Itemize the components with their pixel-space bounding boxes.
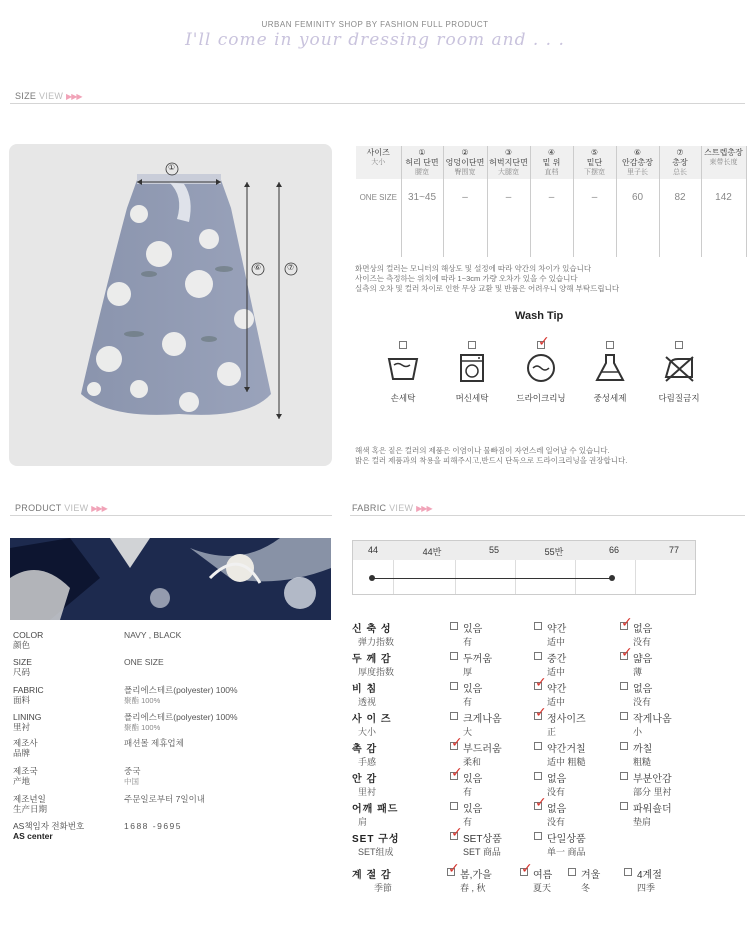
size-header-cell: ② 엉덩이단면 臀围宽 <box>443 146 487 179</box>
fabric-option <box>620 740 702 770</box>
option-label-cn: 适中 <box>547 667 566 677</box>
fabric-property-row <box>352 644 742 680</box>
size-value-cell: 82 <box>659 179 701 257</box>
property-label: 촉 감 <box>352 744 378 755</box>
option-label: 크게나옴 <box>463 714 502 725</box>
shop-tagline: URBAN FEMINITY SHOP BY FASHION FULL PRODUCT <box>261 20 489 29</box>
size-value-cell: 31~45 <box>401 179 443 257</box>
divider <box>10 103 745 104</box>
check-mark-icon: ✓ <box>451 824 463 840</box>
skirt-illustration <box>9 144 332 466</box>
option-label-cn: 正 <box>547 727 557 737</box>
size-header-cell: ④ 밑 위 直档 <box>530 146 573 179</box>
info-value: 1688 -9695 <box>124 821 183 831</box>
size-value-cell: – <box>573 179 616 257</box>
info-value: 중국 <box>124 766 141 776</box>
option-checkbox <box>620 742 628 750</box>
size-header-cell: ③ 허벅지단면 大腿宽 <box>487 146 530 179</box>
marker-total-length: ⑦ <box>287 263 295 272</box>
fabric-option <box>450 824 532 860</box>
option-label: 있음 <box>463 774 483 785</box>
option-label-cn: 垫肩 <box>633 817 652 827</box>
fabric-property-row <box>352 704 742 740</box>
property-label: 계 절 감 <box>352 870 392 881</box>
info-value: 패션몰 제휴업체 <box>124 738 184 748</box>
option-label: 있음 <box>463 684 483 695</box>
divider <box>10 515 332 516</box>
info-key: SIZE <box>13 657 32 667</box>
check-mark-icon: ✓ <box>451 764 463 780</box>
product-view-title: PRODUCT VIEW ▶▶▶ <box>15 503 107 513</box>
scale-tick-label: 44반 <box>422 547 442 557</box>
option-label-cn: 没有 <box>547 787 566 797</box>
check-mark-icon: ✓ <box>521 860 533 876</box>
option-checkbox <box>450 652 458 660</box>
option-checkbox <box>620 682 628 690</box>
wash-label: 중성세제 <box>593 393 627 403</box>
scale-tick-label: 77 <box>668 545 679 555</box>
wash-tip-item <box>506 333 576 408</box>
property-label: 어깨 패드 <box>352 804 399 815</box>
fabric-property-row <box>352 824 742 860</box>
option-label-cn: 部分 里衬 <box>633 787 672 797</box>
fabric-property-row <box>352 764 742 800</box>
size-value-cell: 60 <box>616 179 659 257</box>
check-mark-icon: ✓ <box>451 734 463 750</box>
size-header-cell: ⑦ 총장 总长 <box>659 146 701 179</box>
scale-tick-label: 66 <box>608 545 619 555</box>
info-key: FABRIC <box>13 685 44 695</box>
range-end-dot <box>609 575 615 581</box>
option-label-cn: 没有 <box>547 817 566 827</box>
info-key-cn: 产地 <box>13 776 31 786</box>
option-label: 약간 <box>547 684 567 695</box>
wash-checkbox <box>399 341 407 349</box>
note-line: 밝은 컬러 제품과의 착용을 피해주시고,반드시 단독으로 드라이크리닝을 권장합니다. <box>355 456 628 465</box>
size-header-cell: ① 허리 단면 腰宽 <box>401 146 443 179</box>
option-label-cn: 有 <box>463 637 473 647</box>
fabric-option <box>447 860 529 896</box>
option-checkbox <box>450 712 458 720</box>
wash-tip-item <box>368 338 438 408</box>
property-label: 신 축 성 <box>352 624 392 635</box>
wash-checkbox <box>675 341 683 349</box>
wash-label: 드라이크리닝 <box>516 393 566 403</box>
info-key: 제조년일 <box>13 794 46 804</box>
info-value: 폴리에스테르(polyester) 100% <box>124 712 238 722</box>
check-mark-icon: ✓ <box>621 644 633 660</box>
property-label-cn: 大小 <box>358 727 377 737</box>
option-checkbox <box>534 742 542 750</box>
option-label: 있음 <box>463 804 483 815</box>
option-label-cn: 春 , 秋 <box>460 883 486 893</box>
option-label: 부드러움 <box>463 744 502 755</box>
range-start-dot <box>369 575 375 581</box>
option-checkbox <box>450 622 458 630</box>
neutral-detergent-icon <box>593 353 627 388</box>
property-label-cn: 里衬 <box>358 787 377 797</box>
fabric-option <box>534 740 616 770</box>
option-label: 여름 <box>533 870 553 881</box>
option-label: 약간 <box>547 624 567 635</box>
size-value-cell: ONE SIZE <box>356 179 401 257</box>
wash-tip-item <box>437 338 507 408</box>
note-line: 사이즈는 측정하는 위치에 따라 1~3cm 가량 오차가 있을 수 있습니다 <box>355 274 578 283</box>
info-key-cn: 里衬 <box>13 722 31 732</box>
fabric-option <box>624 866 706 896</box>
property-label-cn: 弹力指数 <box>358 637 395 647</box>
marker-waist: ① <box>168 163 176 172</box>
info-key: AS책임자 전화번호 <box>13 821 85 831</box>
option-checkbox <box>624 868 632 876</box>
option-label-cn: 厚 <box>463 667 473 677</box>
property-label: 두 께 감 <box>352 654 392 665</box>
info-key-cn: 生产日期 <box>13 804 48 814</box>
option-label: 없음 <box>633 684 653 695</box>
option-label: 두꺼움 <box>463 654 492 665</box>
size-diagram-photo <box>9 144 332 466</box>
option-label: 없음 <box>547 774 567 785</box>
info-value: ONE SIZE <box>124 657 164 667</box>
option-label-cn: 有 <box>463 787 473 797</box>
property-label: 비 침 <box>352 684 378 695</box>
option-label-cn: 没有 <box>633 637 652 647</box>
option-checkbox <box>534 622 542 630</box>
fabric-option <box>450 680 532 710</box>
info-value-cn: 聚酯 100% <box>124 696 161 705</box>
fabric-view-title: FABRIC VIEW ▶▶▶ <box>352 503 432 513</box>
option-label-cn: 大 <box>463 727 473 737</box>
scale-tick-label: 44 <box>367 545 378 555</box>
option-label-cn: 柔和 <box>463 757 482 767</box>
check-mark-icon: ✓ <box>621 614 633 630</box>
option-checkbox <box>534 652 542 660</box>
property-label-cn: 厚度指数 <box>358 667 395 677</box>
wash-label: 머신세탁 <box>455 393 489 403</box>
info-value: 주문일로부터 7일이내 <box>124 794 205 804</box>
info-key-cn: 颜色 <box>13 640 31 650</box>
scale-gridline <box>393 560 394 594</box>
script-slogan: I'll come in your dressing room and . . . <box>185 30 565 50</box>
option-label: 약간거칠 <box>547 744 586 755</box>
info-value: NAVY , BLACK <box>124 630 182 640</box>
note-line: 화면상의 컬러는 모니터의 해상도 및 설정에 따라 약간의 차이가 있습니다 <box>355 264 592 273</box>
property-label: SET 구성 <box>352 834 400 845</box>
size-header-cell: ⑤ 밑단 下摆宽 <box>573 146 616 179</box>
option-label-cn: SET 商品 <box>463 847 501 857</box>
fabric-option <box>534 794 616 830</box>
option-label: 봄,가을 <box>460 870 492 881</box>
fabric-option <box>450 764 532 800</box>
property-label-cn: 透视 <box>358 697 377 707</box>
size-value-cell: – <box>487 179 530 257</box>
fabric-property-row <box>352 794 742 830</box>
scale-tick-label: 55반 <box>544 547 564 557</box>
fabric-option <box>620 770 702 800</box>
info-value: 폴리에스테르(polyester) 100% <box>124 685 238 695</box>
fabric-property-row <box>352 860 742 896</box>
fabric-option <box>450 620 532 650</box>
property-label-cn: 肩 <box>358 817 368 827</box>
option-label: 없음 <box>633 624 653 635</box>
info-key: LINING <box>13 712 42 722</box>
option-label-cn: 薄 <box>633 667 643 677</box>
option-label-cn: 粗糙 <box>633 757 652 767</box>
note-line: 실측의 오차 및 컬러 차이로 인한 무상 교환 및 반품은 어려우니 양해 부탁드립니다 <box>355 284 620 293</box>
fabric-option <box>534 704 616 740</box>
size-table <box>356 146 747 257</box>
fabric-option <box>450 650 532 680</box>
info-key-cn: 尺码 <box>13 667 31 677</box>
option-label-cn: 适中 粗糙 <box>547 757 586 767</box>
option-label-cn: 有 <box>463 697 473 707</box>
option-label: 얇음 <box>633 654 653 665</box>
info-value-cn: 聚酯 100% <box>124 723 161 732</box>
divider <box>350 515 745 516</box>
option-label: SET상품 <box>463 834 502 845</box>
no-iron-icon <box>662 353 696 388</box>
option-label: 4계절 <box>637 870 662 881</box>
option-label-cn: 小 <box>633 727 643 737</box>
wash-checkbox <box>606 341 614 349</box>
option-label-cn: 单一 商品 <box>547 847 586 857</box>
info-key-cn: 面料 <box>13 695 31 705</box>
option-label: 부분안감 <box>633 774 672 785</box>
fit-size-scale <box>352 540 696 595</box>
wash-tip-item <box>644 338 714 408</box>
option-label-cn: 适中 <box>547 697 566 707</box>
property-label: 안 감 <box>352 774 378 785</box>
fabric-option <box>534 620 616 650</box>
option-label: 겨울 <box>581 870 601 881</box>
check-mark-icon: ✓ <box>535 674 547 690</box>
option-checkbox <box>620 802 628 810</box>
check-mark-icon: ✓ <box>535 794 547 810</box>
option-label: 작게나옴 <box>633 714 672 725</box>
option-label: 단일상품 <box>547 834 586 845</box>
size-header-cell: ⑥ 안감총장 里子长 <box>616 146 659 179</box>
wash-tip-row <box>368 333 738 408</box>
size-value-cell: – <box>530 179 573 257</box>
property-label: 사 이 즈 <box>352 714 392 725</box>
color-notes <box>355 446 627 466</box>
info-value-cn: 中国 <box>124 777 139 786</box>
fabric-option <box>620 644 702 680</box>
wash-label: 다림질금지 <box>658 393 700 403</box>
size-notes <box>355 264 619 294</box>
machine-wash-icon <box>455 353 489 388</box>
option-label-cn: 冬 <box>581 883 591 893</box>
option-checkbox <box>620 772 628 780</box>
scale-gridline <box>575 560 576 594</box>
option-label-cn: 四季 <box>637 883 656 893</box>
fabric-option <box>534 830 616 860</box>
info-key-cn: 品牌 <box>13 748 31 758</box>
option-checkbox <box>534 832 542 840</box>
property-label-cn: SET组成 <box>358 847 394 857</box>
option-label: 없음 <box>547 804 567 815</box>
fabric-option <box>620 800 702 830</box>
size-header-cell: 스트렙총장 束带长度 <box>701 146 746 179</box>
wash-label: 손세탁 <box>390 393 416 403</box>
fabric-option <box>620 710 702 740</box>
option-label: 까칠 <box>633 744 653 755</box>
marker-lining-length: ⑥ <box>254 263 262 272</box>
hand-wash-icon <box>386 353 420 388</box>
option-checkbox <box>568 868 576 876</box>
size-value-cell: 142 <box>701 179 746 257</box>
option-label-cn: 适中 <box>547 637 566 647</box>
scale-tick-label: 55 <box>488 545 499 555</box>
size-header-cell: 사이즈 大小 <box>356 146 401 179</box>
property-label-cn: 季節 <box>374 883 393 893</box>
size-range-bar <box>372 578 612 579</box>
size-view-title: SIZE VIEW ▶▶▶ <box>15 91 82 101</box>
option-checkbox <box>534 772 542 780</box>
note-line: 해색 혹은 짙은 컬러의 제품은 이염이나 물빠짐이 자연스레 일어날 수 있습니다. <box>355 446 610 455</box>
fabric-property-row <box>352 674 742 710</box>
option-checkbox <box>450 802 458 810</box>
wash-checkbox <box>468 341 476 349</box>
check-mark-icon: ✓ <box>538 333 550 349</box>
option-label-cn: 夏天 <box>533 883 552 893</box>
dry-clean-icon <box>524 353 558 388</box>
check-mark-icon: ✓ <box>535 704 547 720</box>
option-label: 정사이즈 <box>547 714 586 725</box>
info-key: COLOR <box>13 630 44 640</box>
wash-tip-title: Wash Tip <box>515 310 564 322</box>
option-label: 있음 <box>463 624 483 635</box>
fabric-option <box>620 680 702 710</box>
option-label: 파워숄더 <box>633 804 672 815</box>
fabric-property-row <box>352 614 742 650</box>
info-key: 제조국 <box>13 766 38 776</box>
check-mark-icon: ✓ <box>448 860 460 876</box>
option-label-cn: 没有 <box>633 697 652 707</box>
property-label-cn: 手感 <box>358 757 377 767</box>
option-label: 중간 <box>547 654 567 665</box>
info-key-cn: AS center <box>13 831 53 841</box>
wash-tip-item <box>575 338 645 408</box>
size-value-cell: – <box>443 179 487 257</box>
option-label-cn: 有 <box>463 817 473 827</box>
scale-gridline <box>635 560 636 594</box>
info-key: 제조사 <box>13 738 38 748</box>
scale-gridline <box>515 560 516 594</box>
scale-gridline <box>455 560 456 594</box>
product-detail-photo <box>10 538 331 620</box>
fabric-property-row <box>352 734 742 770</box>
option-checkbox <box>620 712 628 720</box>
option-checkbox <box>450 682 458 690</box>
